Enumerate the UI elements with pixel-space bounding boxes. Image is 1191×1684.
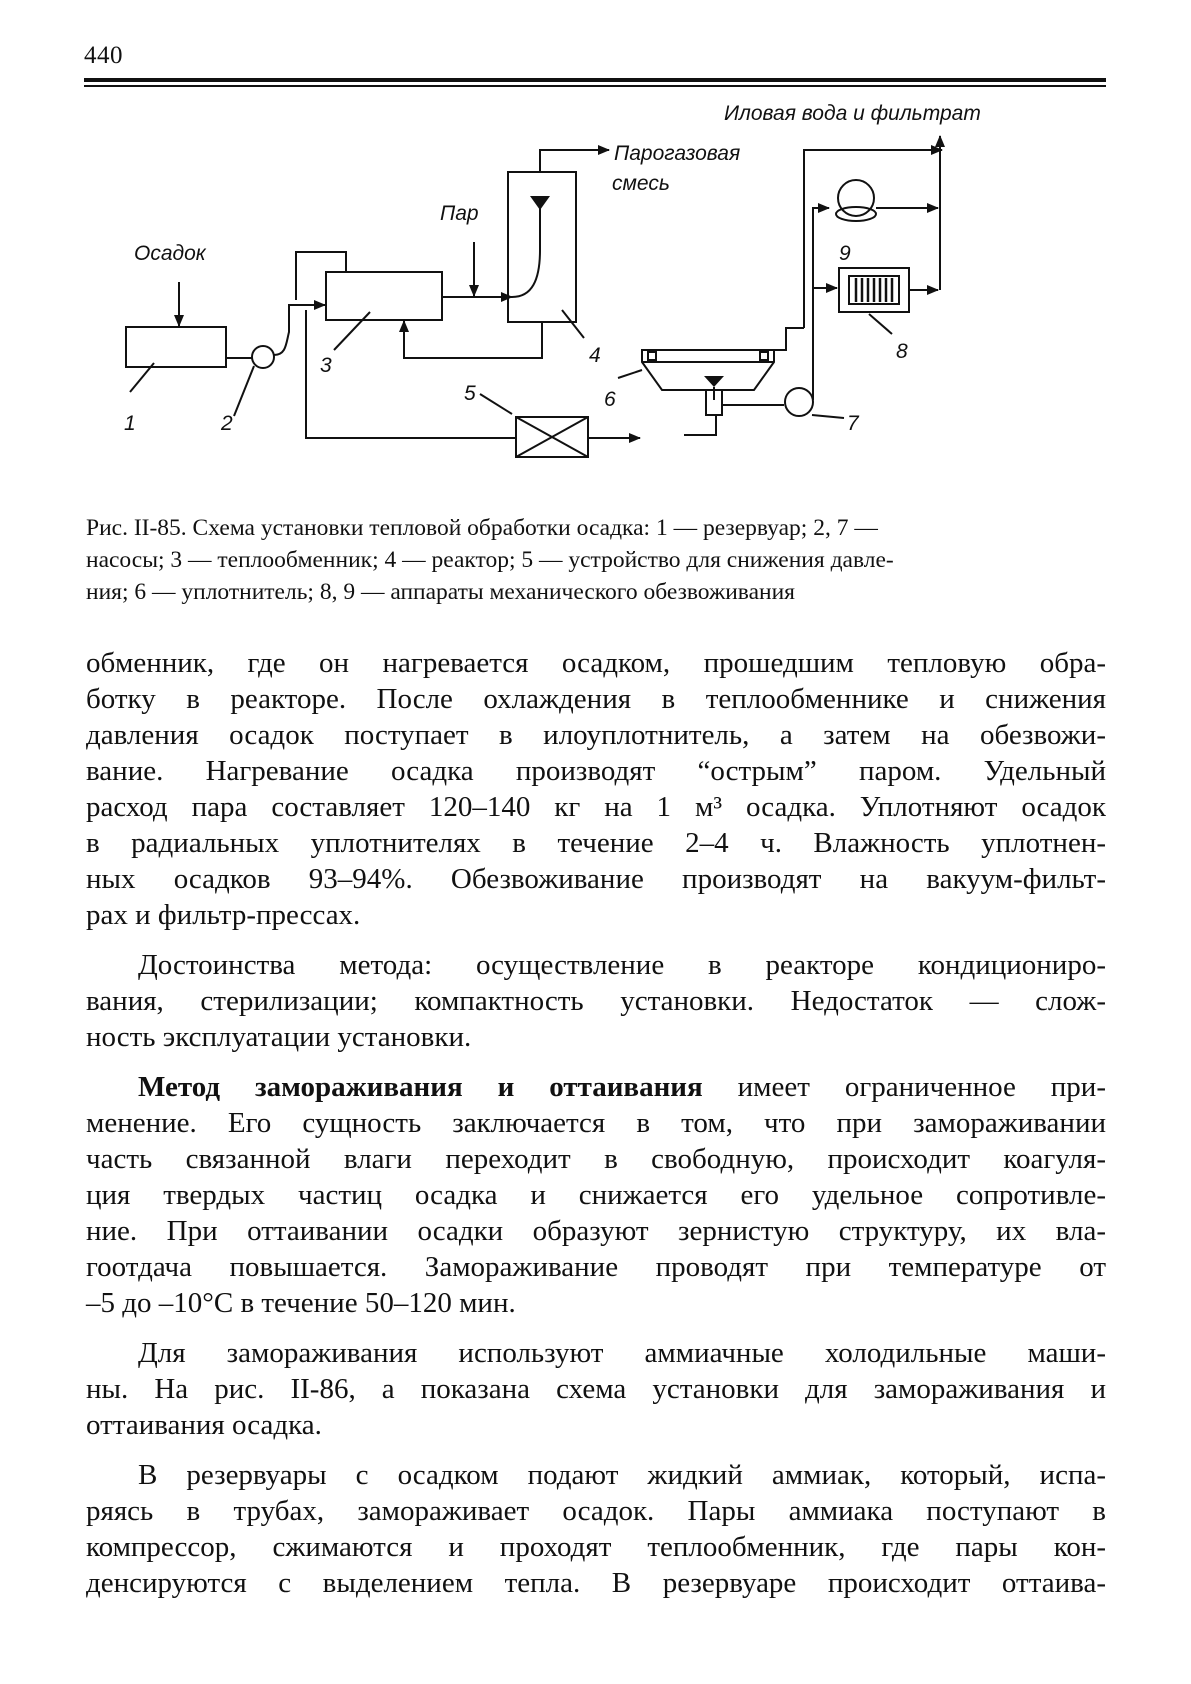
header-rule bbox=[84, 78, 1106, 82]
text-line: давления осадок поступает в илоуплотнитель, а затем на обезвожи- bbox=[86, 719, 1106, 751]
paragraph-5 bbox=[86, 1457, 1106, 1601]
paragraph-4 bbox=[86, 1335, 1106, 1443]
caption-line: насосы; 3 — теплообменник; 4 — реактор; 5 — устройство для снижения давле- bbox=[86, 547, 894, 573]
header-rule-thin bbox=[84, 85, 1106, 87]
text-line: денсируются с выделением тепла. В резервуаре происходит оттаива- bbox=[86, 1567, 1106, 1599]
text-line: В резервуары с осадком подают жидкий аммиак, который, испа- bbox=[138, 1459, 1106, 1491]
text-line: ботку в реакторе. После охлаждения в теплообменнике и снижения bbox=[86, 683, 1106, 715]
label-n4: 4 bbox=[589, 344, 601, 367]
text-line: компрессор, сжимаются и проходят теплообменник, где пары кон- bbox=[86, 1531, 1106, 1563]
reservoir-1 bbox=[126, 327, 226, 367]
text-line bbox=[86, 1069, 1106, 1105]
text-line: в радиальных уплотнителях в течение 2–4 ч. Влажность уплотнен- bbox=[86, 827, 1106, 859]
text-line: ны. На рис. II-86, а показана схема установки для замораживания и bbox=[86, 1373, 1106, 1405]
text-line: рах и фильтр-прессах. bbox=[86, 899, 361, 931]
label-n7: 7 bbox=[847, 412, 859, 435]
text-line: –5 до –10°С в течение 50–120 мин. bbox=[86, 1287, 516, 1319]
text-line: ность эксплуатации установки. bbox=[86, 1021, 472, 1053]
text-line: ряясь в трубах, замораживает осадок. Пары аммиака поступают в bbox=[86, 1495, 1106, 1527]
text-rest: имеет ограниченное при- bbox=[702, 1071, 1106, 1103]
thickener-6 bbox=[642, 350, 774, 390]
process-diagram bbox=[84, 100, 1106, 500]
label-osadok: Осадок bbox=[134, 242, 206, 265]
text-line: обменник, где он нагревается осадком, прошедшим тепловую обра- bbox=[86, 647, 1106, 679]
label-n9: 9 bbox=[839, 242, 851, 265]
text-line: часть связанной влаги переходит в свободную, происходит коагуля- bbox=[86, 1143, 1106, 1175]
caption-line: Рис. II-85. Схема установки тепловой обработки осадка: 1 — резервуар; 2, 7 — bbox=[86, 515, 878, 541]
label-n8: 8 bbox=[896, 340, 908, 363]
text-line: Достоинства метода: осуществление в реакторе кондициониро- bbox=[138, 949, 1106, 981]
page-number: 440 bbox=[84, 42, 123, 69]
label-ilovaya: Иловая вода и фильтрат bbox=[724, 102, 981, 125]
text-line: оттаивания осадка. bbox=[86, 1409, 322, 1441]
paragraph-2 bbox=[86, 947, 1106, 1055]
text-line: ных осадков 93–94%. Обезвоживание производят на вакуум-фильт- bbox=[86, 863, 1106, 895]
figure-caption bbox=[86, 512, 1106, 608]
text-line: вание. Нагревание осадка производят “острым” паром. Удельный bbox=[86, 755, 1106, 787]
text-line: менение. Его сущность заключается в том, что при замораживании bbox=[86, 1107, 1106, 1139]
label-n5: 5 bbox=[464, 382, 476, 405]
text-line: Для замораживания используют аммиачные холодильные маши- bbox=[138, 1337, 1106, 1369]
reactor-4 bbox=[508, 172, 576, 322]
label-n3: 3 bbox=[320, 354, 332, 377]
text-line: вания, стерилизации; компактность установки. Недостаток — слож- bbox=[86, 985, 1106, 1017]
label-parogaz-2: смесь bbox=[612, 172, 670, 195]
heat-exchanger-3 bbox=[326, 272, 442, 320]
label-n6: 6 bbox=[604, 388, 616, 411]
text-line: расход пара составляет 120–140 кг на 1 м³ осадка. Уплотняют осадок bbox=[86, 791, 1106, 823]
label-n2: 2 bbox=[221, 412, 233, 435]
pump-2 bbox=[252, 346, 274, 368]
text-line: ние. При оттаивании осадки образуют зернистую структуру, их вла- bbox=[86, 1215, 1106, 1247]
label-n1: 1 bbox=[124, 412, 136, 435]
bold-lead: Метод замораживания и оттаивания bbox=[138, 1071, 703, 1103]
paragraph-1 bbox=[86, 645, 1106, 933]
text-line: ция твердых частиц осадка и снижается его удельное сопротивле- bbox=[86, 1179, 1106, 1211]
label-parogaz-1: Парогазовая bbox=[614, 142, 741, 165]
paragraph-3 bbox=[86, 1069, 1106, 1321]
body-text bbox=[86, 645, 1106, 1615]
label-par: Пар bbox=[440, 202, 479, 225]
caption-line: ния; 6 — уплотнитель; 8, 9 — аппараты механического обезвоживания bbox=[86, 579, 795, 605]
pump-7 bbox=[785, 388, 813, 416]
vacuum-filter-9 bbox=[838, 180, 874, 216]
text-line: гоотдача повышается. Замораживание проводят при температуре от bbox=[86, 1251, 1106, 1283]
